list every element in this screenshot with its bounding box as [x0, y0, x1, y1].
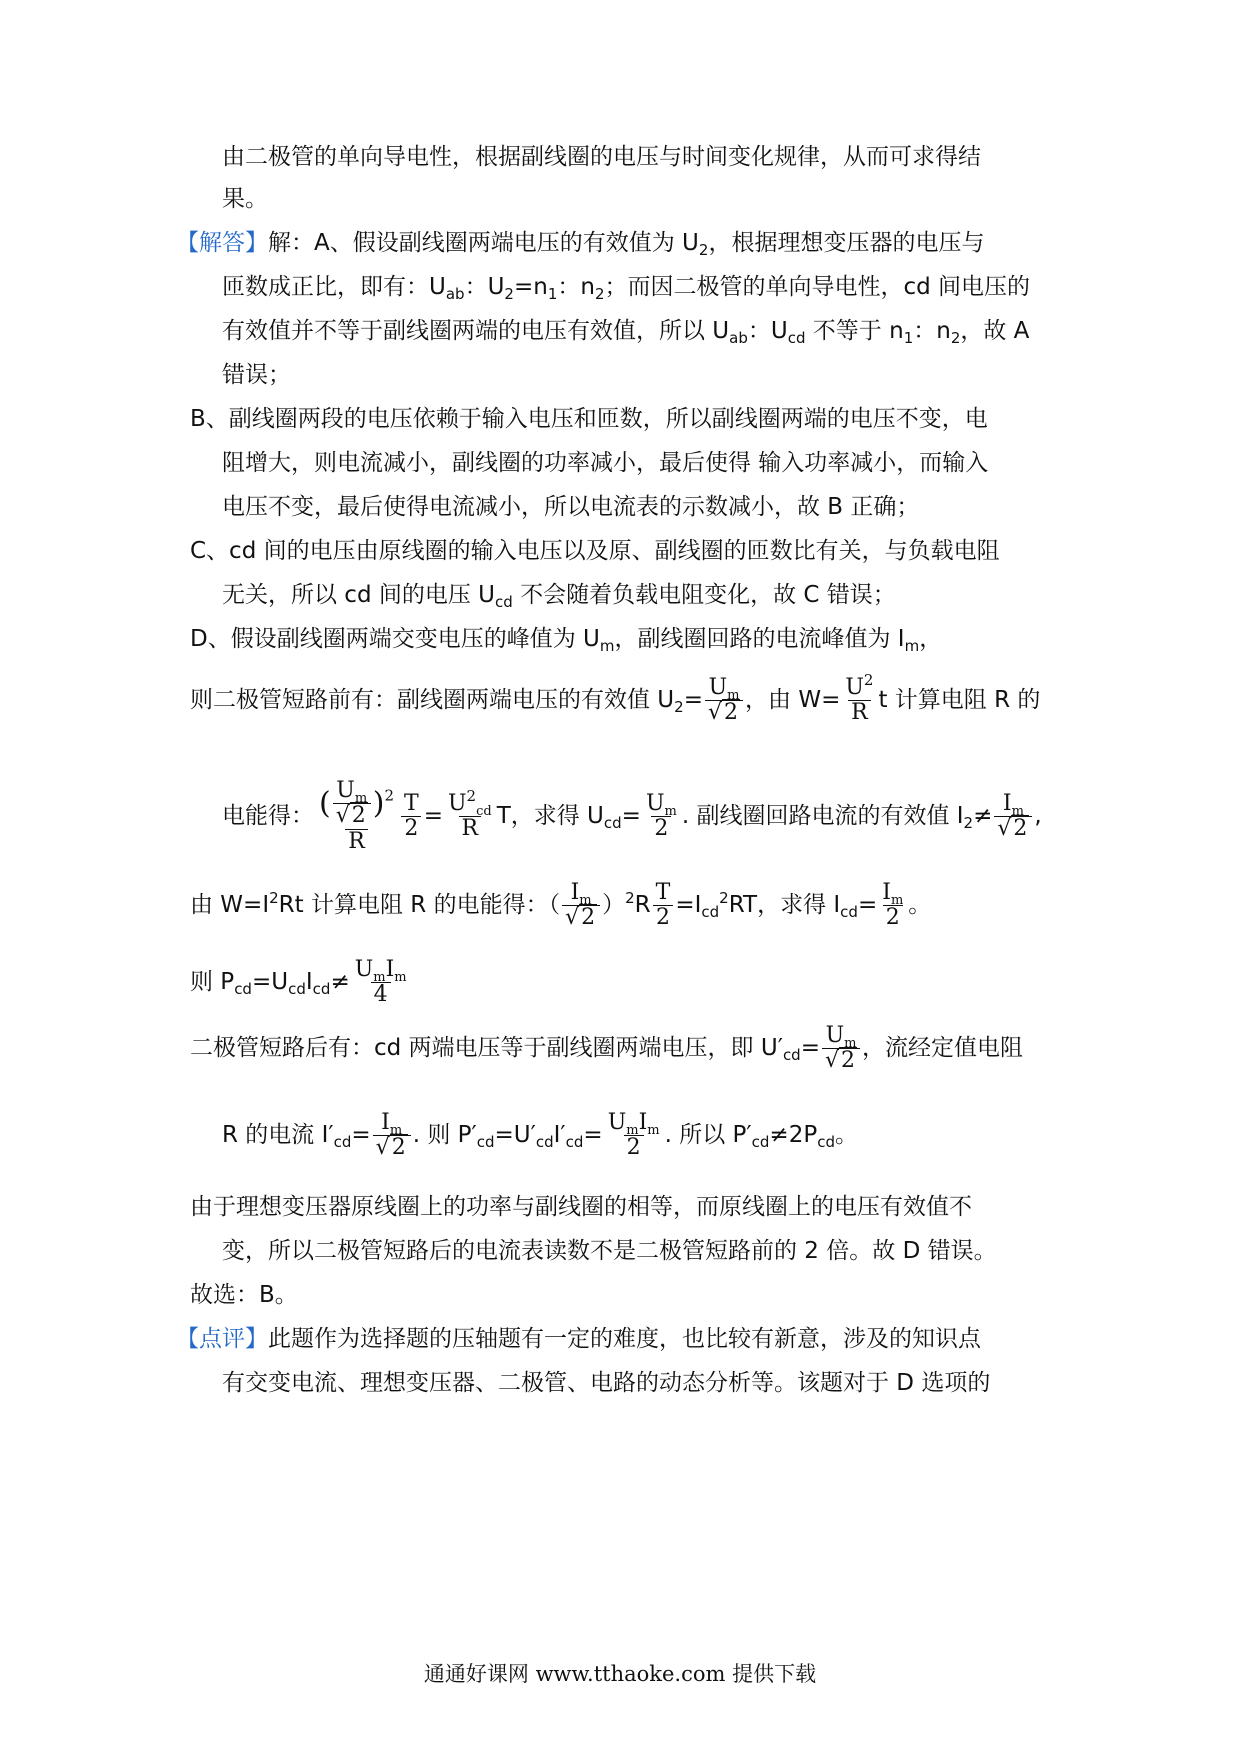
- fraction: $\frac{I_m}{√2}$: [994, 792, 1032, 841]
- fraction: $\frac{U_m}{2}$: [645, 790, 677, 841]
- answer-line-4: 错误；: [222, 362, 291, 388]
- formula-line-2: 电能得： ( $\frac{U_m}{√2}$ )$^2$ R $\frac{T}{2}$ = $\frac{U^2_{cd}}{R}$ T，求得 $U_{cd}=$ $\frac{U_m}{2}$ . 副线圈回路电流的有效值 $I_2\ne$ $\frac{I_m}{√2}$ ,: [222, 778, 1042, 854]
- comment-line-2: 有交变电流、理想变压器、二极管、电路的动态分析等。该题对于 D 选项的: [222, 1370, 991, 1396]
- option-b-line-1: B、副线圈两段的电压依赖于输入电压和匝数，所以副线圈两端的电压不变，电: [190, 406, 988, 432]
- fraction: $\frac{U_mI_m}{2}$: [607, 1109, 660, 1160]
- fraction: $\frac{U^2_{cd}}{R}$: [447, 786, 492, 841]
- answer-line-2: 匝数成正比，即有：$U_{ab}$：$U_2=n_1$：$n_2$；而因二极管的单向导电性，cd 间电压的: [222, 274, 1031, 303]
- formula-line-4: 则 $P_{cd}=U_{cd}I_{cd}\ne$ $\frac{U_mI_m}{4}$: [190, 958, 412, 1007]
- answer-line-3: 有效值并不等于副线圈两端的电压有效值，所以 $U_{ab}$：$U_{cd}$ 不等于 $n_1$：$n_2$，故 A: [222, 318, 1030, 347]
- option-c-line-1: C、cd 间的电压由原线圈的输入电压以及原、副线圈的匝数比有关，与负载电阻: [190, 538, 1000, 564]
- fraction: $\frac{U_m}{√2}$: [822, 1024, 860, 1073]
- formula-line-6: R 的电流 $I'_{cd}=$ $\frac{I_m}{√2}$ . 则 $P'_{cd}=U'_{cd}I'_{cd}=$ $\frac{U_mI_m}{2}$ . 所以 $P'_{cd}\ne 2P_{cd}$。: [222, 1109, 858, 1160]
- page-footer: 通通好课网 www.tthaoke.com 提供下载: [423, 1662, 817, 1686]
- fraction: $\frac{T}{2}$: [401, 792, 422, 841]
- formula-line-1: 则二极管短路前有：副线圈两端电压的有效值 $U_2=$ $\frac{U_m}{√2}$ ，由 W= $\frac{U^2}{R}$ t 计算电阻 R 的: [190, 671, 1041, 726]
- fraction: $\frac{U^2}{R}$: [845, 671, 874, 726]
- option-d-line-1: D、假设副线圈两端交变电压的峰值为 $U_m$，副线圈回路的电流峰值为 $I_m$，: [190, 626, 943, 655]
- fraction: $\frac{T}{2}$: [653, 881, 674, 930]
- answer-tag: 【解答】: [176, 230, 268, 256]
- fraction: $\frac{I_m}{√2}$: [562, 881, 600, 930]
- comment-line-1: 【点评】此题作为选择题的压轴题有一定的难度，也比较有新意，涉及的知识点: [176, 1326, 981, 1352]
- fraction: $\frac{U_mI_m}{4}$: [354, 957, 407, 1008]
- option-b-line-2: 阻增大，则电流减小，副线圈的功率减小，最后使得 输入功率减小，而输入: [222, 450, 989, 476]
- formula-line-5: 二极管短路后有：cd 两端电压等于副线圈两端电压，即 $U'_{cd}=$ $\frac{U_m}{√2}$ ，流经定值电阻: [190, 1023, 1024, 1074]
- intro-line-2: 果。: [222, 186, 268, 212]
- final-choice: 故选：B。: [190, 1282, 298, 1308]
- fraction: $\frac{I_m}{√2}$: [373, 1111, 411, 1160]
- answer-line-1: 【解答】解：A、假设副线圈两端电压的有效值为 $U_2$，根据理想变压器的电压与: [176, 230, 985, 259]
- conclusion-line-1: 由于理想变压器原线圈上的功率与副线圈的相等，而原线圈上的电压有效值不: [190, 1194, 972, 1220]
- conclusion-line-2: 变，所以二极管短路后的电流表读数不是二极管短路前的 2 倍。故 D 错误。: [222, 1238, 997, 1264]
- option-b-line-3: 电压不变，最后使得电流减小，所以电流表的示数减小，故 B 正确；: [222, 494, 920, 520]
- intro-line-1: 由二极管的单向导电性，根据副线圈的电压与时间变化规律，从而可求得结: [222, 144, 981, 170]
- comment-tag: 【点评】: [176, 1326, 268, 1352]
- option-c-line-2: 无关，所以 cd 间的电压 $U_{cd}$ 不会随着负载电阻变化，故 C 错误；: [222, 582, 896, 611]
- fraction: ( $\frac{U_m}{√2}$ )$^2$ R: [319, 778, 395, 854]
- fraction: $\frac{U_m}{√2}$: [705, 676, 743, 725]
- formula-line-3: 由 $W=I^2Rt$ 计算电阻 R 的电能得：（ $\frac{I_m}{√2}$ ）$^2$R $\frac{T}{2}$ $=I_{cd}^2RT$，求得 $I_{cd}=$ $\frac{I_m}{2}$ 。: [190, 879, 932, 930]
- fraction: $\frac{I_m}{2}$: [882, 879, 904, 930]
